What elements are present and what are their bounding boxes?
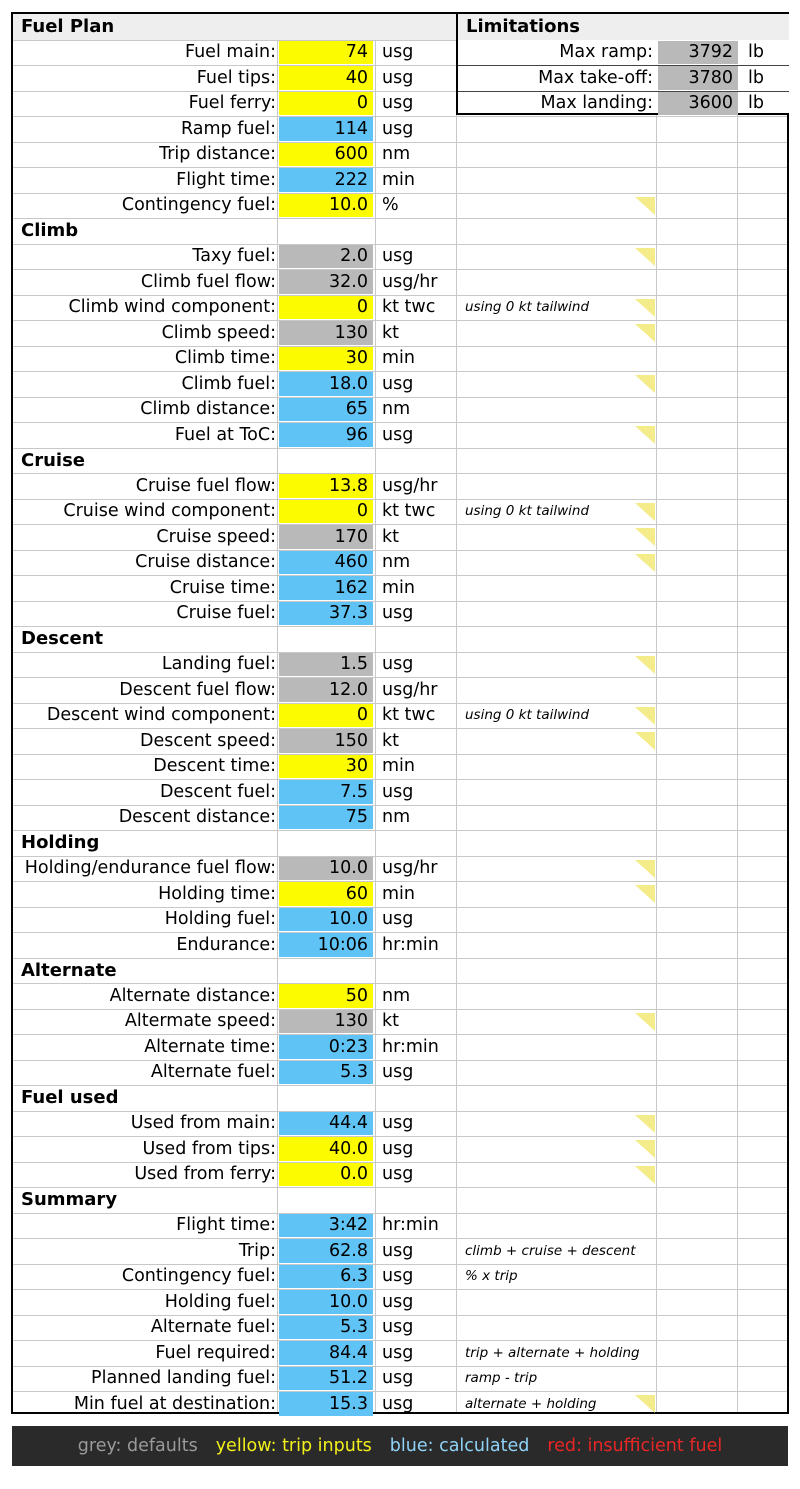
plan-row xyxy=(13,295,787,321)
section-header xyxy=(13,1187,787,1213)
row-label: Descent wind component: xyxy=(46,705,276,726)
row-label: Fuel main: xyxy=(184,42,276,63)
value-cell: 12.0 xyxy=(279,678,373,702)
value-cell: 10.0 xyxy=(279,908,373,932)
unit-label: kt twc xyxy=(382,705,436,726)
row-label: Descent speed: xyxy=(139,730,276,751)
limitation-unit: lb xyxy=(748,67,764,88)
row-label: Ramp fuel: xyxy=(181,118,276,139)
comment-flag-icon[interactable] xyxy=(635,299,655,317)
row-label: Flight time: xyxy=(176,1215,276,1236)
value-cell: 32.0 xyxy=(279,270,373,294)
value-cell: 37.3 xyxy=(279,602,373,626)
row-label: Contingency fuel: xyxy=(121,1266,276,1287)
comment-flag-icon[interactable] xyxy=(635,324,655,342)
value-cell[interactable]: 50 xyxy=(279,984,373,1008)
plan-row xyxy=(13,1213,787,1239)
unit-label: nm xyxy=(382,399,411,420)
row-label: Fuel required: xyxy=(155,1342,276,1363)
unit-label: usg xyxy=(382,424,414,445)
value-cell: 7.5 xyxy=(279,780,373,804)
value-cell: 130 xyxy=(279,1010,373,1034)
plan-row xyxy=(13,728,787,754)
value-cell[interactable]: 30 xyxy=(279,755,373,779)
value-cell: 51.2 xyxy=(279,1367,373,1391)
plan-row xyxy=(13,1060,787,1086)
value-cell[interactable]: 600 xyxy=(279,143,373,167)
unit-label: usg/hr xyxy=(382,475,438,496)
value-cell: 5.3 xyxy=(279,1316,373,1340)
unit-label: min xyxy=(382,756,416,777)
plan-row xyxy=(13,244,787,270)
plan-row xyxy=(13,422,787,448)
section-title: Climb xyxy=(21,220,79,242)
unit-label: kt xyxy=(382,322,399,343)
unit-label: kt twc xyxy=(382,297,436,318)
limitation-value: 3600 xyxy=(658,92,738,116)
plan-row xyxy=(13,779,787,805)
comment-flag-icon[interactable] xyxy=(635,1395,655,1413)
plan-row xyxy=(13,703,787,729)
comment-flag-icon[interactable] xyxy=(635,248,655,266)
row-label: Cruise speed: xyxy=(156,526,276,547)
unit-label: usg/hr xyxy=(382,858,438,879)
row-label: Climb fuel flow: xyxy=(140,271,276,292)
value-cell[interactable]: 0 xyxy=(279,500,373,524)
unit-label: usg xyxy=(382,1342,414,1363)
value-cell: 130 xyxy=(279,321,373,345)
unit-label: usg xyxy=(382,1138,414,1159)
comment-flag-icon[interactable] xyxy=(635,1013,655,1031)
row-label: Min fuel at destination: xyxy=(73,1393,276,1414)
plan-row xyxy=(13,473,787,499)
plan-row xyxy=(13,907,787,933)
value-cell: 5.3 xyxy=(279,1061,373,1085)
row-label: Cruise fuel: xyxy=(176,603,276,624)
row-label: Used from main: xyxy=(130,1113,276,1134)
plan-row xyxy=(13,346,787,372)
unit-label: kt xyxy=(382,1011,399,1032)
value-cell: 96 xyxy=(279,423,373,447)
comment-flag-icon[interactable] xyxy=(635,554,655,572)
unit-label: hr:min xyxy=(382,1036,439,1057)
unit-label: nm xyxy=(382,807,411,828)
limitation-label: Max take-off: xyxy=(538,67,653,88)
formula-note: trip + alternate + holding xyxy=(465,1344,640,1361)
plan-row xyxy=(13,1340,787,1366)
fuel-plan-sheet xyxy=(11,12,789,1414)
row-label: Descent time: xyxy=(153,756,276,777)
row-label: Trip: xyxy=(238,1240,276,1261)
value-cell: 15.3 xyxy=(279,1392,373,1416)
value-cell: 114 xyxy=(279,117,373,141)
plan-row xyxy=(13,167,787,193)
plan-row xyxy=(13,601,787,627)
row-label: Cruise time: xyxy=(169,577,276,598)
section-title: Alternate xyxy=(21,959,117,981)
plan-row xyxy=(13,1289,787,1315)
unit-label: usg xyxy=(382,118,414,139)
comment-flag-icon[interactable] xyxy=(635,197,655,215)
unit-label: usg xyxy=(382,781,414,802)
unit-label: usg xyxy=(382,1368,414,1389)
plan-row xyxy=(13,856,787,882)
fuel-plan-title: Fuel Plan xyxy=(21,16,115,38)
plan-row xyxy=(13,1238,787,1264)
plan-row xyxy=(13,1111,787,1137)
plan-row xyxy=(13,550,787,576)
value-cell[interactable]: 74 xyxy=(279,41,373,65)
value-cell: 84.4 xyxy=(279,1341,373,1365)
formula-note: using 0 kt tailwind xyxy=(465,299,590,316)
formula-note: using 0 kt tailwind xyxy=(465,707,590,724)
section-title: Summary xyxy=(21,1189,118,1211)
plan-row xyxy=(13,983,787,1009)
plan-row xyxy=(13,142,787,168)
section-header xyxy=(13,958,787,984)
formula-note: climb + cruise + descent xyxy=(465,1242,636,1259)
unit-label: usg xyxy=(382,1393,414,1414)
plan-row xyxy=(13,499,787,525)
row-label: Holding time: xyxy=(158,883,276,904)
plan-row xyxy=(13,269,787,295)
unit-label: usg xyxy=(382,246,414,267)
row-label: Climb wind component: xyxy=(68,297,276,318)
value-cell: 10.0 xyxy=(279,857,373,881)
unit-label: kt xyxy=(382,526,399,547)
limitation-label: Max landing: xyxy=(540,93,653,114)
color-legend xyxy=(12,1426,788,1466)
comment-flag-icon[interactable] xyxy=(635,1166,655,1184)
row-label: Descent distance: xyxy=(118,807,276,828)
row-label: Cruise fuel flow: xyxy=(135,475,276,496)
legend-yellow: yellow: trip inputs xyxy=(215,1436,372,1456)
unit-label: hr:min xyxy=(382,1215,439,1236)
value-cell[interactable]: 40 xyxy=(279,66,373,90)
row-label: Planned landing fuel: xyxy=(91,1368,276,1389)
row-label: Descent fuel: xyxy=(159,781,276,802)
row-label: Holding fuel: xyxy=(164,909,276,930)
unit-label: usg xyxy=(382,1291,414,1312)
legend-blue: blue: calculated xyxy=(389,1436,530,1456)
unit-label: usg xyxy=(382,1266,414,1287)
value-cell[interactable]: 30 xyxy=(279,347,373,371)
comment-flag-icon[interactable] xyxy=(635,656,655,674)
row-label: Fuel tips: xyxy=(196,67,276,88)
row-label: Climb time: xyxy=(174,348,276,369)
comment-flag-icon[interactable] xyxy=(635,1115,655,1133)
row-label: Cruise distance: xyxy=(135,552,276,573)
limitations-title: Limitations xyxy=(466,16,580,38)
value-cell: 1.5 xyxy=(279,653,373,677)
row-label: Altermate speed: xyxy=(124,1011,276,1032)
value-cell: 75 xyxy=(279,806,373,830)
row-label: Taxy fuel: xyxy=(192,246,276,267)
value-cell: 10:06 xyxy=(279,933,373,957)
section-title: Fuel used xyxy=(21,1087,119,1109)
comment-flag-icon[interactable] xyxy=(635,503,655,521)
row-label: Contingency fuel: xyxy=(121,195,276,216)
unit-label: usg xyxy=(382,909,414,930)
value-cell: 3:42 xyxy=(279,1214,373,1238)
value-cell[interactable]: 10.0 xyxy=(279,194,373,218)
unit-label: min xyxy=(382,577,416,598)
unit-label: kt twc xyxy=(382,501,436,522)
plan-row xyxy=(13,677,787,703)
value-cell: 150 xyxy=(279,729,373,753)
value-cell[interactable]: 40.0 xyxy=(279,1137,373,1161)
plan-row xyxy=(13,652,787,678)
row-label: Flight time: xyxy=(176,169,276,190)
section-header xyxy=(13,830,787,856)
unit-label: usg xyxy=(382,67,414,88)
value-cell: 10.0 xyxy=(279,1290,373,1314)
row-label: Holding fuel: xyxy=(164,1291,276,1312)
value-cell[interactable]: 13.8 xyxy=(279,474,373,498)
formula-note: ramp - trip xyxy=(465,1370,538,1387)
plan-row xyxy=(13,754,787,780)
section-header xyxy=(13,626,787,652)
unit-label: nm xyxy=(382,552,411,573)
value-cell: 18.0 xyxy=(279,372,373,396)
formula-note: alternate + holding xyxy=(465,1395,597,1412)
value-cell[interactable]: 0 xyxy=(279,92,373,116)
limitation-value: 3792 xyxy=(658,41,738,65)
row-label: Used from tips: xyxy=(142,1138,276,1159)
plan-row xyxy=(13,1264,787,1290)
section-title: Descent xyxy=(21,628,104,650)
unit-label: min xyxy=(382,348,416,369)
limitation-value: 3780 xyxy=(658,66,738,90)
row-label: Climb distance: xyxy=(140,399,276,420)
formula-note: % x trip xyxy=(465,1268,518,1285)
plan-row xyxy=(13,65,787,91)
unit-label: nm xyxy=(382,144,411,165)
plan-row xyxy=(13,524,787,550)
row-label: Alternate distance: xyxy=(109,985,276,1006)
plan-row xyxy=(13,1366,787,1392)
unit-label: min xyxy=(382,883,416,904)
unit-label: nm xyxy=(382,985,411,1006)
legend-grey: grey: defaults xyxy=(77,1436,198,1456)
section-title: Holding xyxy=(21,832,100,854)
plan-row xyxy=(13,1391,787,1417)
unit-label: usg xyxy=(382,654,414,675)
value-cell[interactable]: 0 xyxy=(279,296,373,320)
limitation-unit: lb xyxy=(748,42,764,63)
unit-label: % xyxy=(382,195,399,216)
plan-row xyxy=(13,371,787,397)
plan-row xyxy=(13,91,787,117)
row-label: Climb fuel: xyxy=(181,373,276,394)
comment-flag-icon[interactable] xyxy=(635,732,655,750)
value-cell[interactable]: 60 xyxy=(279,882,373,906)
row-label: Alternate time: xyxy=(144,1036,276,1057)
value-cell: 44.4 xyxy=(279,1112,373,1136)
plan-row xyxy=(13,1009,787,1035)
plan-row xyxy=(13,1136,787,1162)
value-cell: 62.8 xyxy=(279,1239,373,1263)
plan-row xyxy=(13,805,787,831)
row-label: Fuel at ToC: xyxy=(174,424,276,445)
plan-row xyxy=(13,193,787,219)
value-cell: 0:23 xyxy=(279,1035,373,1059)
unit-label: usg/hr xyxy=(382,679,438,700)
unit-label: usg xyxy=(382,1113,414,1134)
plan-row xyxy=(13,397,787,423)
row-label: Cruise wind component: xyxy=(63,501,276,522)
plan-row xyxy=(13,1315,787,1341)
value-cell: 170 xyxy=(279,525,373,549)
comment-flag-icon[interactable] xyxy=(635,1140,655,1158)
value-cell: 222 xyxy=(279,168,373,192)
row-label: Descent fuel flow: xyxy=(119,679,276,700)
comment-flag-icon[interactable] xyxy=(635,707,655,725)
value-cell[interactable]: 0.0 xyxy=(279,1163,373,1187)
plan-row xyxy=(13,575,787,601)
section-header xyxy=(13,448,787,474)
unit-label: usg xyxy=(382,93,414,114)
value-cell: 6.3 xyxy=(279,1265,373,1289)
unit-label: usg/hr xyxy=(382,271,438,292)
row-label: Trip distance: xyxy=(159,144,276,165)
plan-row xyxy=(13,1034,787,1060)
section-header xyxy=(13,218,787,244)
comment-flag-icon[interactable] xyxy=(635,860,655,878)
limitation-unit: lb xyxy=(748,93,764,114)
value-cell: 460 xyxy=(279,551,373,575)
plan-row xyxy=(13,40,787,66)
row-label: Alternate fuel: xyxy=(150,1317,276,1338)
legend-red: red: insufficient fuel xyxy=(547,1436,723,1456)
unit-label: usg xyxy=(382,603,414,624)
unit-label: usg xyxy=(382,1317,414,1338)
limitation-label: Max ramp: xyxy=(559,42,653,63)
value-cell[interactable]: 0 xyxy=(279,704,373,728)
plan-row xyxy=(13,320,787,346)
comment-flag-icon[interactable] xyxy=(635,375,655,393)
row-label: Alternate fuel: xyxy=(150,1062,276,1083)
row-label: Endurance: xyxy=(176,934,276,955)
row-label: Used from ferry: xyxy=(134,1164,276,1185)
value-cell: 65 xyxy=(279,398,373,422)
value-cell: 2.0 xyxy=(279,245,373,269)
unit-label: usg xyxy=(382,1164,414,1185)
unit-label: usg xyxy=(382,42,414,63)
unit-label: kt xyxy=(382,730,399,751)
unit-label: usg xyxy=(382,373,414,394)
row-label: Holding/endurance fuel flow: xyxy=(24,858,276,879)
plan-row xyxy=(13,1162,787,1188)
section-header xyxy=(13,1085,787,1111)
section-title: Cruise xyxy=(21,449,85,471)
unit-label: usg xyxy=(382,1062,414,1083)
comment-flag-icon[interactable] xyxy=(635,528,655,546)
row-label: Fuel ferry: xyxy=(188,93,276,114)
plan-row xyxy=(13,116,787,142)
comment-flag-icon[interactable] xyxy=(635,885,655,903)
unit-label: hr:min xyxy=(382,934,439,955)
row-label: Landing fuel: xyxy=(161,654,276,675)
value-cell: 162 xyxy=(279,576,373,600)
limitations-header xyxy=(458,14,789,40)
unit-label: min xyxy=(382,169,416,190)
unit-label: usg xyxy=(382,1240,414,1261)
comment-flag-icon[interactable] xyxy=(635,426,655,444)
plan-row xyxy=(13,932,787,958)
plan-row xyxy=(13,881,787,907)
formula-note: using 0 kt tailwind xyxy=(465,503,590,520)
row-label: Climb speed: xyxy=(161,322,276,343)
